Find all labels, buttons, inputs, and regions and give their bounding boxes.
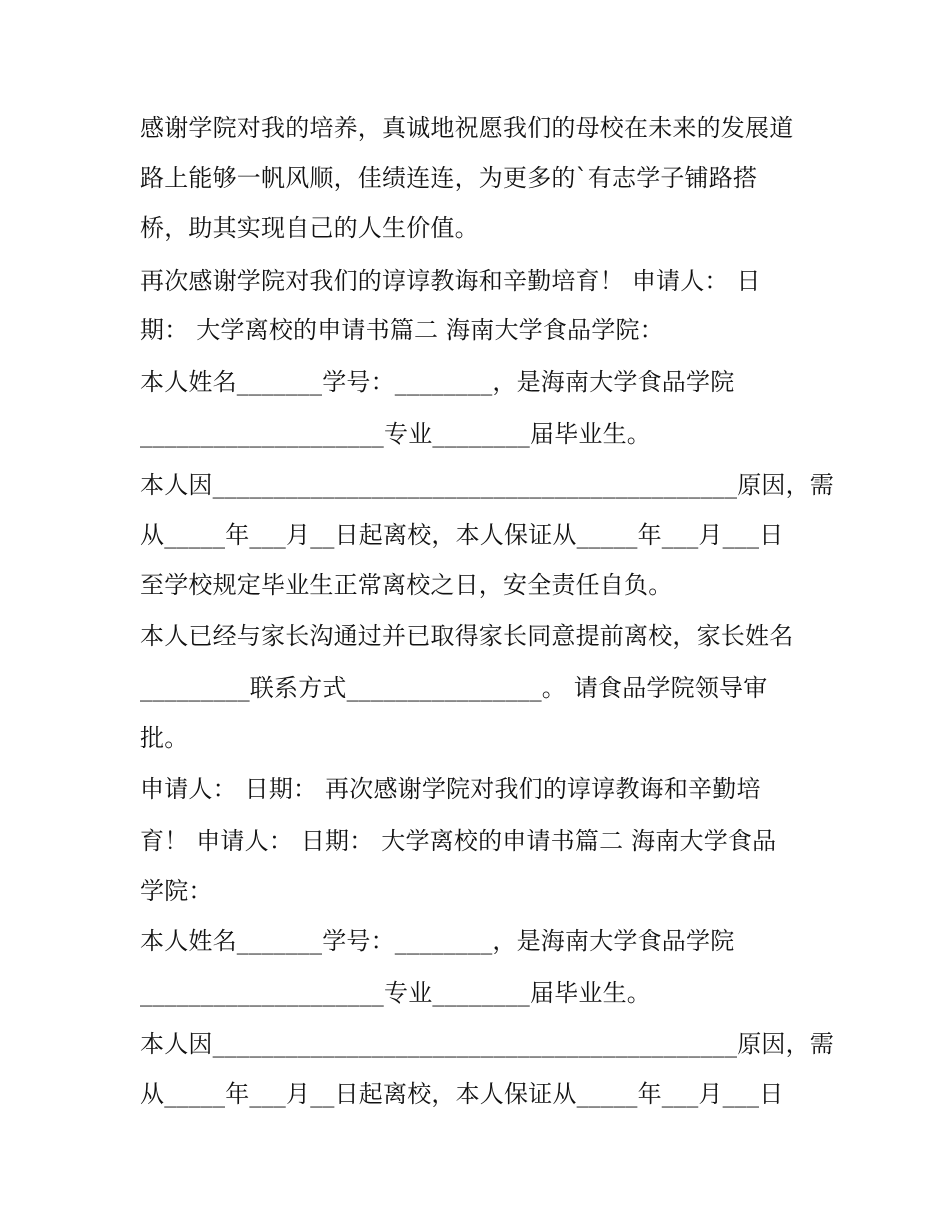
- paragraph-line: 桥，助其实现自己的人生价值。: [140, 214, 479, 242]
- paragraph-line: 本人因___________________________________________原因，需: [140, 1030, 834, 1058]
- paragraph-line: 学院：: [140, 877, 213, 905]
- paragraph-line: ____________________专业________届毕业生。: [140, 979, 651, 1007]
- paragraph-line: _________联系方式________________。 请食品学院领导审: [140, 674, 768, 702]
- paragraph-line: 从_____年___月__日起离校，本人保证从_____年___月___日: [140, 1080, 784, 1108]
- paragraph-line: 本人已经与家长沟通过并已取得家长同意提前离校，家长姓名: [140, 622, 794, 650]
- paragraph-line: 从_____年___月__日起离校，本人保证从_____年___月___日: [140, 521, 784, 549]
- paragraph-line: 再次感谢学院对我们的谆谆教诲和辛勤培育！ 申请人： 日: [140, 267, 761, 295]
- paragraph-line: 至学校规定毕业生正常离校之日，安全责任自负。: [140, 571, 673, 599]
- paragraph-line: 申请人： 日期： 再次感谢学院对我们的谆谆教诲和辛勤培: [140, 775, 761, 803]
- paragraph-line: 感谢学院对我的培养，真诚地祝愿我们的母校在未来的发展道: [140, 114, 794, 142]
- paragraph-line: 批。: [140, 724, 189, 752]
- paragraph-line: 育！ 申请人： 日期： 大学离校的申请书篇二 海南大学食品: [140, 827, 777, 855]
- paragraph-line: 本人姓名_______学号：________，是海南大学食品学院: [140, 927, 735, 955]
- paragraph-line: 本人因___________________________________________原因，需: [140, 471, 834, 499]
- paragraph-line: 本人姓名_______学号：________，是海南大学食品学院: [140, 368, 735, 396]
- paragraph-line: 期： 大学离校的申请书篇二 海南大学食品学院：: [140, 316, 664, 344]
- paragraph-line: ____________________专业________届毕业生。: [140, 420, 651, 448]
- paragraph-line: 路上能够一帆风顺，佳绩连连，为更多的`有志学子铺路搭: [140, 164, 758, 192]
